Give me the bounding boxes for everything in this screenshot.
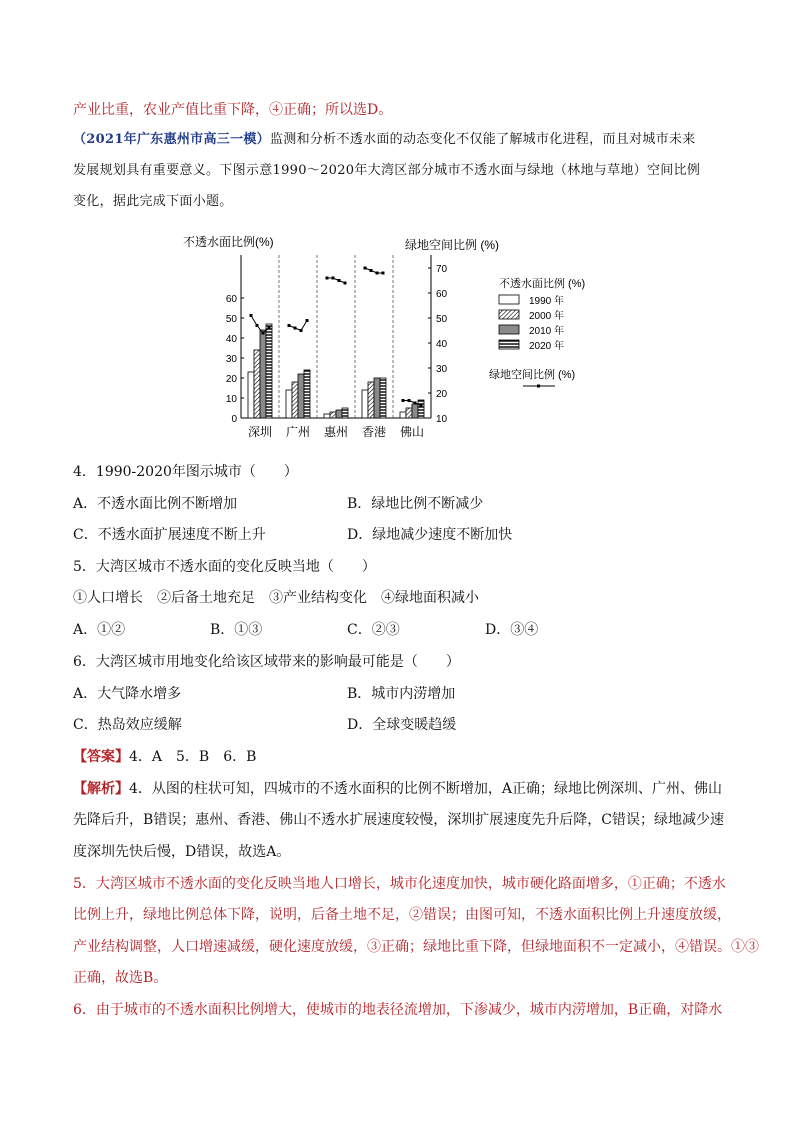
- green-point: [338, 279, 341, 282]
- legend-swatch: [499, 295, 519, 304]
- analysis-text-4: 5．大湾区城市不透水面的变化反映当地人口增长，城市化速度加快，城市硬化路面增多，①正确；不透水: [73, 876, 726, 892]
- green-point: [268, 327, 271, 330]
- q4-option-a[interactable]: A．不透水面比例不断增加: [73, 496, 238, 512]
- bar-深圳-1: [254, 350, 260, 418]
- left-tick-label: 50: [225, 314, 237, 325]
- bar-深圳-0: [248, 372, 254, 418]
- right-tick-label: 60: [436, 289, 448, 300]
- left-tick-label: 0: [231, 414, 237, 425]
- q4-option-d[interactable]: D．绿地减少速度不断加快: [347, 527, 513, 543]
- green-point: [294, 327, 297, 330]
- category-label: 深圳: [247, 425, 273, 439]
- bar-惠州-2: [336, 410, 342, 418]
- analysis-label: 【解析】: [73, 781, 129, 797]
- q4-option-c[interactable]: C．不透水面扩展速度不断上升: [73, 527, 266, 543]
- bar-佛山-1: [406, 408, 412, 418]
- q4-option-b[interactable]: B．绿地比例不断减少: [347, 496, 484, 512]
- question-text-2: 发展规划具有重要意义。下图示意1990～2020年大湾区部分城市不透水面与绿地（林地与草地）空间比例: [73, 163, 701, 178]
- right-axis-title: 绿地空间比例 (%): [405, 238, 499, 252]
- left-tick-label: 10: [225, 394, 237, 405]
- green-point: [326, 277, 329, 280]
- bar-香港-1: [368, 382, 374, 418]
- bar-惠州-3: [342, 408, 348, 418]
- category-label: 广州: [285, 425, 311, 439]
- green-line-香港: [365, 268, 383, 273]
- q5-option-c[interactable]: C．②③: [347, 622, 400, 638]
- green-point: [376, 272, 379, 275]
- bar-香港-0: [362, 390, 368, 418]
- bar-深圳-3: [266, 324, 272, 418]
- legend-line-label: 绿地空间比例 (%): [489, 369, 576, 381]
- category-label: 惠州: [323, 425, 349, 439]
- q6-option-d[interactable]: D．全球变暖趋缓: [347, 717, 457, 733]
- legend-swatch: [499, 340, 519, 349]
- green-point: [262, 332, 265, 335]
- green-point: [288, 324, 291, 327]
- green-point: [402, 399, 405, 402]
- answer-label: 【答案】: [73, 749, 129, 765]
- analysis-text-6: 产业结构调整，人口增速减缓，硬化速度放缓，③正确；绿地比重下降，但绿地面积不一定减小，④错误。①③: [73, 939, 759, 955]
- bar-广州-0: [286, 390, 292, 418]
- legend-label: 2000 年: [529, 311, 565, 322]
- answer-line: [73, 747, 256, 767]
- left-tick-label: 20: [225, 374, 237, 385]
- green-point: [300, 329, 303, 332]
- legend-title: 不透水面比例 (%): [499, 278, 586, 290]
- q6-option-a[interactable]: A．大气降水增多: [73, 686, 182, 702]
- right-tick-label: 20: [436, 389, 448, 400]
- right-tick-label: 50: [436, 314, 448, 325]
- intro-line: 产业比重，农业产值比重下降，④正确；所以选D。: [73, 102, 393, 118]
- q5-stem: 5．大湾区城市不透水面的变化反映当地（ ）: [73, 559, 376, 575]
- q5-option-b[interactable]: B．①③: [210, 622, 263, 638]
- category-label: 佛山: [399, 425, 425, 439]
- category-label: 香港: [361, 425, 387, 439]
- q5-option-a[interactable]: A．①②: [73, 622, 126, 638]
- bar-广州-1: [292, 382, 298, 418]
- question-text-3: 变化，据此完成下面小题。: [73, 194, 233, 209]
- chart: [183, 235, 623, 445]
- bar-惠州-0: [324, 414, 330, 418]
- right-tick-label: 70: [436, 264, 448, 275]
- green-point: [364, 267, 367, 270]
- bar-深圳-2: [260, 330, 266, 418]
- q6-option-b[interactable]: B．城市内涝增加: [347, 686, 456, 702]
- question-header-line1: [73, 130, 696, 150]
- q4-stem: 4．1990-2020年图示城市（ ）: [73, 464, 298, 480]
- analysis-line-1: [73, 779, 722, 799]
- answer-text: 4．A 5．B 6．B: [129, 749, 257, 765]
- green-line-惠州: [327, 278, 345, 283]
- right-tick-label: 40: [436, 339, 448, 350]
- bar-香港-3: [380, 378, 386, 418]
- legend-label: 2010 年: [529, 326, 565, 337]
- legend-label: 2020 年: [529, 341, 565, 352]
- analysis-text-3: 度深圳先快后慢，D错误，故选A。: [73, 844, 291, 860]
- green-point: [382, 272, 385, 275]
- left-tick-label: 60: [225, 294, 237, 305]
- bar-佛山-2: [412, 404, 418, 418]
- right-tick-label: 10: [436, 414, 448, 425]
- analysis-text-7: 正确，故选B。: [73, 970, 168, 986]
- bar-佛山-0: [400, 412, 406, 418]
- green-point: [306, 319, 309, 322]
- legend-line-marker: [537, 385, 540, 388]
- right-tick-label: 30: [436, 364, 448, 375]
- green-point: [256, 324, 259, 327]
- green-line-广州: [289, 321, 307, 331]
- legend-swatch: [499, 310, 519, 319]
- green-point: [344, 282, 347, 285]
- analysis-text-8: 6．由于城市的不透水面积比例增大，使城市的地表径流增加，下渗减少，城市内涝增加，B正确，对降水: [73, 1002, 723, 1018]
- bar-广州-2: [298, 374, 304, 418]
- bar-惠州-1: [330, 412, 336, 418]
- bar-香港-2: [374, 378, 380, 418]
- legend-swatch: [499, 325, 519, 334]
- analysis-text-1: 4．从图的柱状可知，四城市的不透水面积的比例不断增加，A正确；绿地比例深圳、广州、佛山: [129, 781, 723, 797]
- question-text-1: 监测和分析不透水面的动态变化不仅能了解城市化进程，而且对城市未来: [269, 132, 696, 147]
- green-point: [370, 269, 373, 272]
- legend-label: 1990 年: [529, 296, 565, 307]
- green-point: [408, 399, 411, 402]
- analysis-text-5: 比例上升，绿地比例总体下降，说明，后备土地不足，②错误；由图可知，不透水面积比例上升速度放缓，: [73, 907, 731, 923]
- green-point: [414, 402, 417, 405]
- q6-stem: 6．大湾区城市用地变化给该区域带来的影响最可能是（ ）: [73, 654, 460, 670]
- green-point: [250, 314, 253, 317]
- left-axis-title: 不透水面比例(%): [183, 235, 274, 249]
- left-tick-label: 40: [225, 334, 237, 345]
- green-point: [420, 404, 423, 407]
- q6-option-c[interactable]: C．热岛效应缓解: [73, 717, 182, 733]
- green-point: [332, 277, 335, 280]
- question-source: （2021年广东惠州市高三一模）: [73, 132, 270, 147]
- bar-广州-3: [304, 370, 310, 418]
- q5-items: ①人口增长 ②后备土地充足 ③产业结构变化 ④绿地面积减小: [73, 590, 479, 606]
- left-tick-label: 30: [225, 354, 237, 365]
- analysis-text-2: 先降后升，B错误；惠州、香港、佛山不透水扩展速度较慢，深圳扩展速度先升后降，C错误；绿地减少速: [73, 812, 724, 828]
- q5-option-d[interactable]: D．③④: [485, 622, 539, 638]
- bar-佛山-3: [418, 400, 424, 418]
